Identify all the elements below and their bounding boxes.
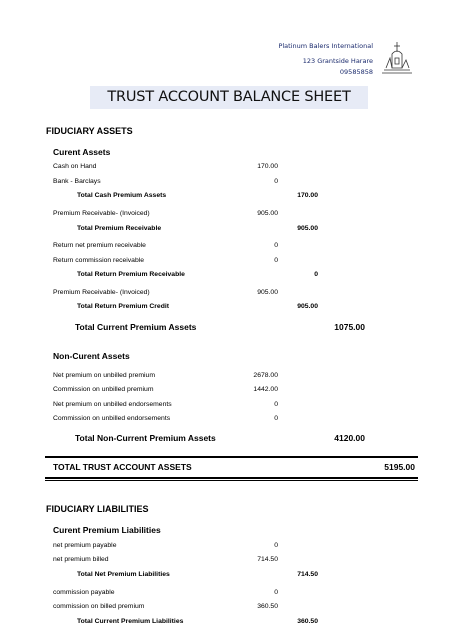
return-commission-label: Return commission receivable [53,257,145,264]
page-title: TRUST ACCOUNT BALANCE SHEET [107,89,351,105]
total-return-credit-label: Total Return Premium Credit [77,303,170,310]
title-banner [90,86,368,109]
total-current-liabilities-value: 360.50 [297,618,318,625]
total-return-receivable-value: 0 [314,271,318,278]
bank-label: Bank - Barclays [53,178,101,185]
return-commission-value: 0 [274,257,278,264]
total-bottom-rule [45,477,418,479]
commission-endorsements-value: 0 [274,415,278,422]
net-payable-value: 0 [274,542,278,549]
total-cash-value: 170.00 [297,192,318,199]
current-liabilities-heading: Curent Premium Liabilities [53,525,161,535]
assets-heading: FIDUCIARY ASSETS [46,126,133,136]
bank-value: 0 [274,178,278,185]
total-current-assets-label: Total Current Premium Assets [75,322,197,332]
premium-receivable-label: Premium Receivable- (Invoiced) [53,210,150,217]
cash-on-hand-value: 170.00 [257,163,278,170]
net-unbilled-label: Net premium on unbilled premium [53,372,155,379]
net-endorsements-label: Net premium on unbilled endorsements [53,401,172,408]
total-premium-receivable-label: Total Premium Receivable [77,225,162,232]
commission-payable-value: 0 [274,589,278,596]
current-assets-heading: Curent Assets [53,147,111,157]
company-phone: 09585858 [339,68,373,76]
total-premium-receivable-value: 905.00 [297,225,318,232]
total-return-receivable-label: Total Return Premium Receivable [77,271,185,278]
total-net-liabilities-value: 714.50 [297,571,318,578]
premium-receivable-2-value: 905.00 [257,289,278,296]
total-current-liabilities-label: Total Current Premium Liabilities [77,618,184,625]
liabilities-heading: FIDUCIARY LIABILITIES [46,504,149,514]
total-cash-label: Total Cash Premium Assets [77,192,167,199]
return-net-value: 0 [274,242,278,249]
noncurrent-assets-heading: Non-Curent Assets [53,351,130,361]
total-noncurrent-assets-value: 4120.00 [334,433,365,443]
net-payable-label: net premium payable [53,542,117,549]
premium-receivable-2-label: Premium Receivable- (Invoiced) [53,289,150,296]
premium-receivable-value: 905.00 [257,210,278,217]
net-billed-value: 714.50 [257,556,278,563]
total-net-liabilities-label: Total Net Premium Liabilities [77,571,170,578]
commission-endorsements-label: Commission on unbilled endorsements [53,415,171,422]
commission-unbilled-label: Commission on unbilled premium [53,386,154,393]
total-top-rule [45,456,418,458]
commission-unbilled-value: 1442.00 [253,386,278,393]
company-address: 123 Grantside Harare [302,57,373,65]
net-endorsements-value: 0 [274,401,278,408]
cash-on-hand-label: Cash on Hand [53,163,97,170]
total-assets-label: TOTAL TRUST ACCOUNT ASSETS [53,462,192,472]
net-unbilled-value: 2678.00 [253,372,278,379]
return-net-label: Return net premium receivable [53,242,146,249]
commission-billed-label: commission on billed premium [53,603,145,610]
total-current-assets-value: 1075.00 [334,322,365,332]
total-noncurrent-assets-label: Total Non-Current Premium Assets [75,433,216,443]
net-billed-label: net premium billed [53,556,109,563]
commission-payable-label: commission payable [53,589,115,596]
total-bottom-rule-double [45,480,418,481]
total-assets-value: 5195.00 [384,462,415,472]
commission-billed-value: 360.50 [257,603,278,610]
company-name: Platinum Balers International [278,42,373,50]
total-return-credit-value: 905.00 [297,303,318,310]
company-logo-icon [380,40,414,76]
